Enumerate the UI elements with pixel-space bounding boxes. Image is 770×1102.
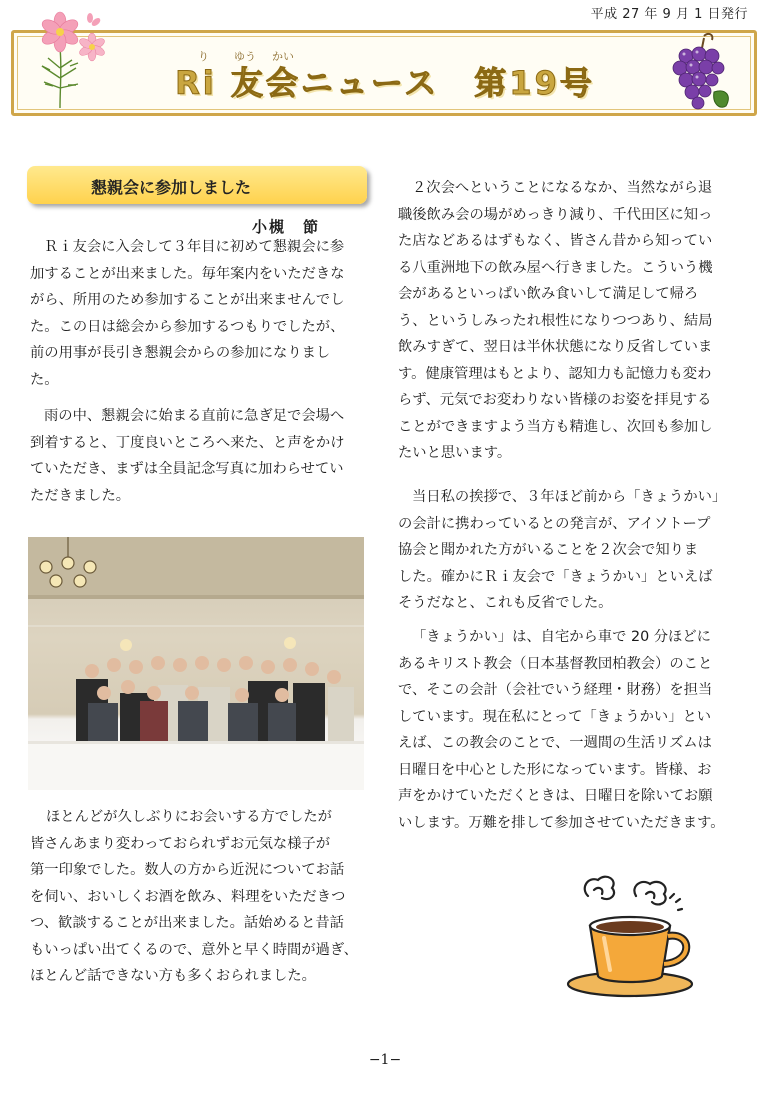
section-heading xyxy=(27,166,367,204)
text-line: えば、この教会のことで、一週間の生活リズムは xyxy=(398,735,712,751)
text-line: 会があるといっぱい飲み食いして満足して帰ろ xyxy=(398,286,699,302)
right-paragraph-2 xyxy=(398,484,726,617)
text-line: 職後飲み会の場がめっきり減り、千代田区に知っ xyxy=(398,206,713,223)
text-line: ほとんど話できない方も多くおられました。 xyxy=(30,968,316,984)
ruby-ri: り xyxy=(198,50,209,63)
text-line: しています。現在私にとって「きょうかい」とい xyxy=(398,708,712,725)
text-line: した。確かにＲｉ友会で「きょうかい」といえば xyxy=(398,568,713,585)
section-heading-text: 懇親会に参加しました xyxy=(91,178,252,197)
left-paragraph-2 xyxy=(30,403,345,509)
right-paragraph-1 xyxy=(398,175,713,467)
text-line: 皆さんあまり変わっておられずお元気な様子が xyxy=(30,835,331,852)
group-photo xyxy=(28,537,364,790)
text-line: Ｒｉ友会に入会して３年目に初めて懇親会に参 xyxy=(44,239,345,255)
text-line: つ、歓談することが出来ました。話始めると昔話 xyxy=(30,915,344,931)
text-line: ことができますよう当方も精進し、次回も参加し xyxy=(398,418,713,435)
page-number: −1− xyxy=(368,1052,402,1068)
text-line: す。健康管理はもとより、認知力も記憶力も変わ xyxy=(398,365,712,382)
text-line: 前の用事が長引き懇親会からの参加になりまし xyxy=(30,345,331,361)
text-line: もいっぱい出てくるので、意外と早く時間が過ぎ、 xyxy=(30,941,358,958)
text-line: 声をかけていただくときは、日曜日を除いてお願 xyxy=(398,788,713,804)
text-line: そうだなと、これも反省でした。 xyxy=(398,595,613,611)
coffee-cup-icon xyxy=(558,866,708,1000)
text-line: 「きょうかい」は、自宅から車で 20 分ほどに xyxy=(412,629,711,645)
right-paragraph-3 xyxy=(398,624,725,836)
issue-date: 平成 27 年 9 月 1 日発行 xyxy=(590,7,748,22)
newsletter-title: Ri 友会ニュース 第19号 xyxy=(175,64,595,102)
text-line: らず、元気でお変わりない皆様のお姿を拝見する xyxy=(398,392,712,408)
text-line: 第一印象でした。数人の方から近況についてお話 xyxy=(30,862,345,878)
text-line: の会計に携わっているとの発言が、アイソトープ xyxy=(398,515,711,532)
text-line: ていただき、まずは全員記念写真に加わらせてい xyxy=(30,461,344,477)
author-name: 小槻 節 xyxy=(252,218,321,236)
text-line: た。 xyxy=(30,371,59,388)
text-line: ただきました。 xyxy=(30,487,131,504)
text-line: あるキリスト教会（日本基督教団柏教会）のこと xyxy=(398,655,713,672)
ruby-kai: かい xyxy=(272,50,294,63)
text-line: がら、所用のため参加することが出来ませんでし xyxy=(30,292,345,308)
text-line: る八重洲地下の飲み屋へ行きました。こういう機 xyxy=(398,259,713,276)
text-line: ほとんどが久しぶりにお会いする方でしたが xyxy=(46,809,332,825)
text-line: 雨の中、懇親会に始まる直前に急ぎ足で会場へ xyxy=(44,408,345,424)
text-line: た店などあるはずもなく、皆さん昔から知ってい xyxy=(398,233,713,249)
text-line: う、というしみったれ根性になりつつあり、結局 xyxy=(398,312,713,329)
ruby-yuu: ゆう xyxy=(234,50,256,63)
group-photo-illustration xyxy=(28,537,364,790)
text-line: 到着すると、丁度良いところへ来た、と声をかけ xyxy=(30,434,345,451)
text-line: いします。万難を排して参加させていただきます。 xyxy=(398,814,725,831)
text-line: 日曜日を中心とした形になっています。皆様、お xyxy=(398,761,712,778)
left-paragraph-3 xyxy=(30,804,358,990)
text-line: 加することが出来ました。毎年案内をいただきな xyxy=(30,265,345,282)
text-line: 飲みすぎて、翌日は半休状態になり反省していま xyxy=(398,339,713,355)
text-line: たいと思います。 xyxy=(398,445,512,461)
text-line: を伺い、おいしくお酒を飲み、料理をいただきつ xyxy=(30,888,346,905)
text-line: ２次会へということになるなか、当然ながら退 xyxy=(412,180,713,196)
text-line: で、そこの会計（会社でいう経理・財務）を担当 xyxy=(398,682,713,698)
text-line: た。この日は総会から参加するつもりでしたが、 xyxy=(30,318,345,335)
text-line: 当日私の挨拶で、３年ほど前から「きょうかい」 xyxy=(412,489,727,505)
left-paragraph-1 xyxy=(30,234,345,393)
text-line: 協会と聞かれた方がいることを２次会で知りま xyxy=(398,542,699,558)
